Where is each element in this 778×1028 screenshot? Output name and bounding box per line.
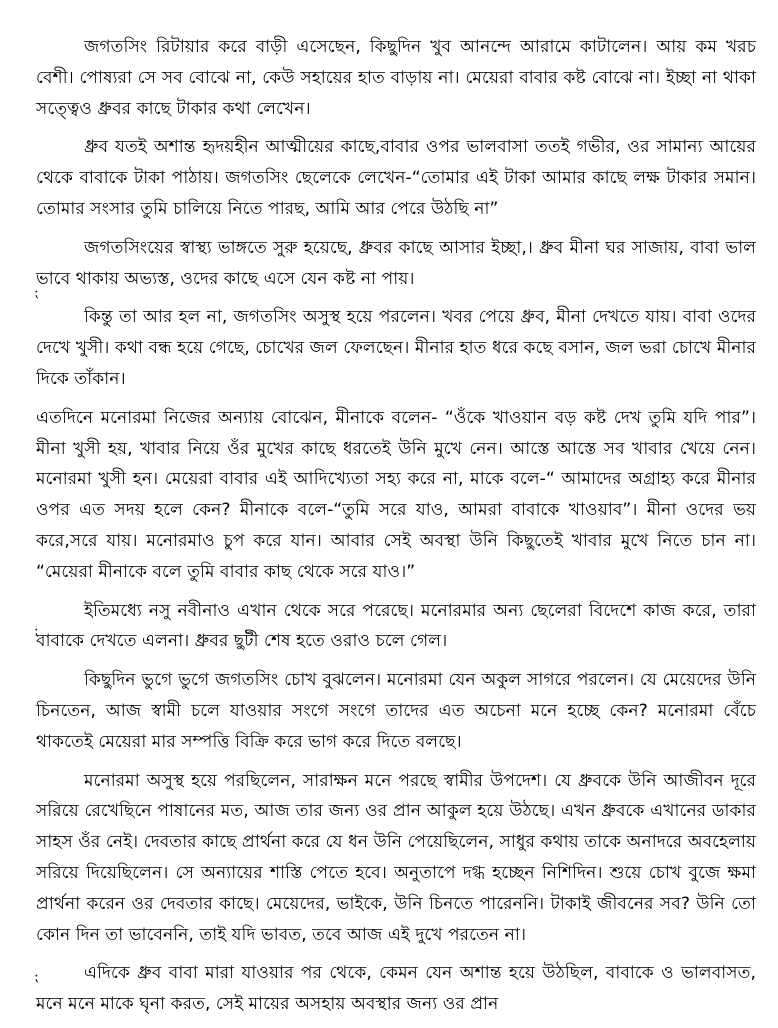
- margin-mark: ⁏: [34, 285, 39, 301]
- paragraph-1: জগতসিং রিটায়ার করে বাড়ী এসেছেন, কিছুদিন খুব আনন্দে আরামে কাটালেন। আয় কম খরচ বেশী। পোষ্যরা সে সব বোঝে না, কেউ সহায়ের হাত বাড়ায় না। মেয়েরা বাবার কষ্ট বোঝে না। ইচ্ছা না থাকা সত্ত্বেও ধ্রুবর কাছে টাকার কথা লেখেন।: [36, 37, 756, 119]
- paragraph-4: কিন্তু তা আর হল না, জগতসিং অসুস্থ হয়ে পরলেন। খবর পেয়ে ধ্রুব, মীনা দেখতে যায়। বাবা ওদের দেখে খুসী। কথা বন্ধ হয়ে গেছে, চোখের জল ফেলছেন। মীনার হাত ধরে কছে বসান, জল ভরা চোখে মীনার দিকে তাঁকান।: [36, 307, 756, 389]
- paragraph-9: এদিকে ধ্রুব বাবা মারা যাওয়ার পর থেকে, কেমন যেন অশান্ত হয়ে উঠছিল, বাবাকে ও ভালবাসত, মনে মনে মাকে ঘৃনা করত, সেই মায়ের অসহায় অবস্থার জন্য ওর প্রান: [36, 963, 756, 1015]
- margin-mark: ⁏: [34, 969, 39, 985]
- paragraph-6: ইতিমধ্যে নসু নবীনাও এখান থেকে সরে পরেছে। মনোরমার অন্য ছেলেরা বিদেশে কাজ করে, তারা বাবাকে দেখতে এলনা। ধ্রুবর ছুটী শেষ হতে ওরাও চলে গেল।: [36, 600, 756, 652]
- paragraph-7: কিছুদিন ভুগে ভুগে জগতসিং চোখ বুঝলেন। মনোরমা যেন অকুল সাগরে পরলেন। যে মেয়েদের উনি চিনতেন, আজ স্বামী চলে যাওয়ার সংগে সংগে তাদের এত অচেনা মনে হচ্ছে কেন? মনোরমা বেঁচে থাকতেই মেয়েরা মার সম্পত্তি বিক্রি করে ভাগ করে দিতে বলছে।: [36, 670, 756, 752]
- paragraph-2: ধ্রুব যতই অশান্ত হৃদয়হীন আত্মীয়ের কাছে,বাবার ওপর ভালবাসা ততই গভীর, ওর সামান্য আয়ের থেকে বাবাকে টাকা পাঠায়। জগতসিং ছেলেকে লেখেন-“তোমার এই টাকা আমার কাছে লক্ষ টাকার সমান। তোমার সংসার তুমি চালিয়ে নিতে পারছ, আমি আর পেরে উঠছি না”: [36, 137, 756, 219]
- paragraph-8: মনোরমা অসুস্থ হয়ে পরছিলেন, সারাক্ষন মনে পরছে স্বামীর উপদেশ। যে ধ্রুবকে উনি আজীবন দূরে সরিয়ে রেখেছিনে পাষানের মত, আজ তার জন্য ওর প্রান আকুল হয়ে উঠছে। এখন ধ্রুবকে এখানের ডাকার সাহস ওঁর নেই। দেবতার কাছে প্রার্থনা করে যে ধন উনি পেয়েছিলেন, সাধুর কথায় তাকে অনাদরে অবহেলায় সরিয়ে দিয়েছিলেন। সে অন্যায়ের শাস্তি পেতে হবে। অনুতাপে দগ্ধ হচ্ছেন নিশিদিন। শুয়ে চোখ বুজে ক্ষমা প্রার্থনা করেন ওর দেবতার কাছে। মেয়েদের, ভাইকে, উনি চিনতে পারেননি। টাকাই জীবনের সব? উনি তো কোন দিন তা ভাবেননি, তাই যদি ভাবত, তবে আজ এই দুখে পরতেন না।: [36, 770, 756, 945]
- margin-mark: ⁏: [34, 623, 39, 639]
- document-body: [36, 32, 756, 1028]
- paragraph-3: জগতসিংয়ের স্বাস্থ্য ভাঙ্গতে সুরু হয়েছে, ধ্রুবর কাছে আসার ইচ্ছা,। ধ্রুব মীনা ঘর সাজায়, বাবা ভাল ভাবে থাকায় অভ্যস্ত, ওদের কাছে এসে যেন কষ্ট না পায়।: [36, 237, 756, 289]
- paragraph-5: এতদিনে মনোরমা নিজের অন্যায় বোঝেন, মীনাকে বলেন- “ওঁকে খাওয়ান বড় কষ্ট দেখ তুমি যদি পার”। মীনা খুসী হয়, খাবার নিয়ে ওঁর মুখের কাছে ধরতেই উনি মুখে নেন। আস্তে আস্তে সব খাবার খেয়ে নেন। মনোরমা খুসী হন। মেয়েরা বাবার এই আদিখ্যেতা সহ্য করে না, মাকে বলে-“ আমাদের অগ্রাহ্য করে মীনার ওপর এত সদয় হলে কেন? মীনাকে বলে-“তুমি সরে যাও, আমরা বাবাকে খাওয়াব”। মীনা ওদের ভয় করে,সরে যায়। মনোরমাও চুপ করে যান। আবার সেই অবস্থা উনি কিছুতেই খাবার মুখে নিতে চান না। “মেয়েরা মীনাকে বলে তুমি বাবার কাছ থেকে সরে যাও।”: [36, 407, 756, 582]
